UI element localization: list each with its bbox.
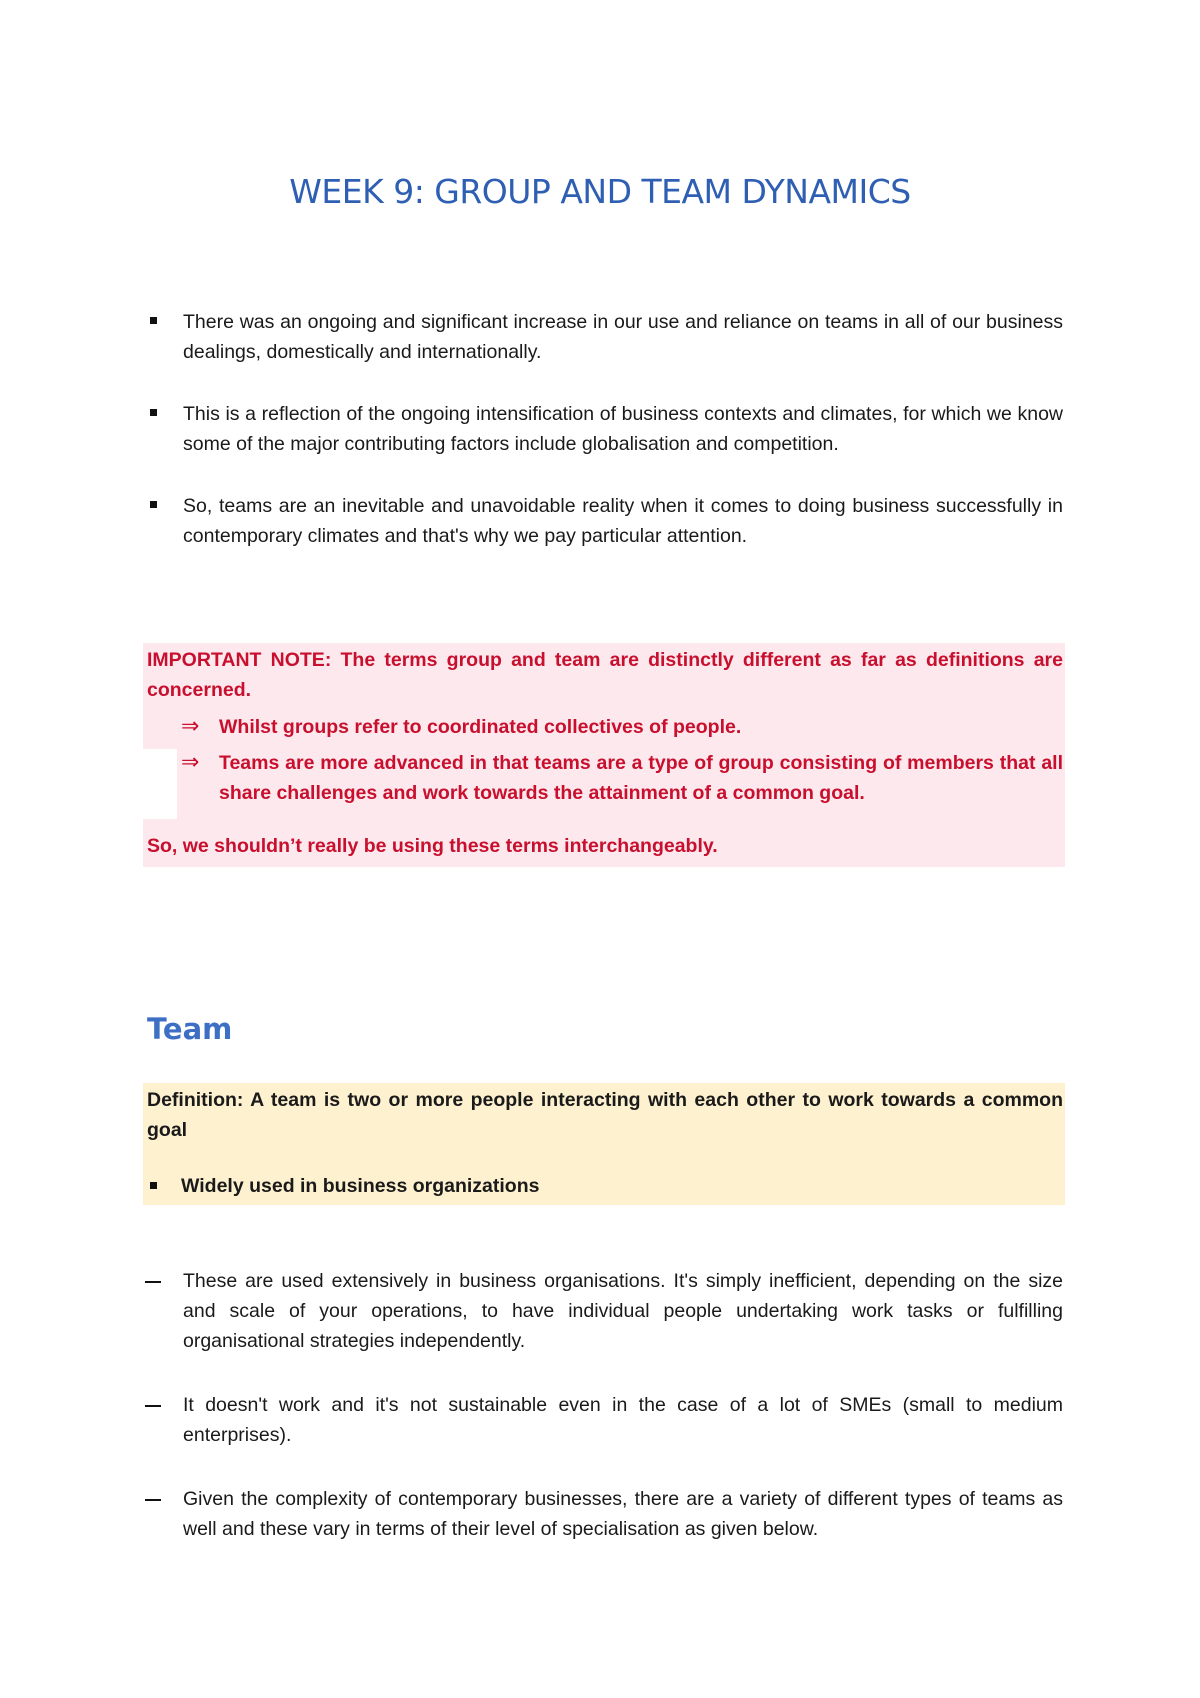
double-arrow-right-icon: ⇒ (181, 750, 200, 775)
list-item (147, 1171, 1063, 1201)
dash-bullet-icon (145, 1281, 161, 1283)
list-item (145, 1390, 1063, 1450)
list-item-text: These are used extensively in business organisations. It's simply inefficient, depending on the size and scale of your operations, to have individual people undertaking work tasks or fulfilling organisational strategies independently. (183, 1270, 1063, 1352)
list-item (145, 491, 1063, 551)
square-bullet-icon (150, 409, 157, 416)
square-bullet-icon (150, 1182, 157, 1189)
important-note-closing: So, we shouldn’t really be using these terms interchangeably. (147, 835, 718, 857)
list-item-text: This is a reflection of the ongoing intensification of business contexts and climates, for which we know some of the major contributing factors include globalisation and competition. (183, 403, 1063, 455)
list-item-text: Whilst groups refer to coordinated collectives of people. (219, 716, 742, 738)
list-item-text: Given the complexity of contemporary businesses, there are a variety of different types of teams as well and these vary in terms of their level of specialisation as given below. (183, 1488, 1063, 1540)
dash-bullet-icon (145, 1405, 161, 1407)
page-title: WEEK 9: GROUP AND TEAM DYNAMICS (289, 172, 911, 212)
intro-bullet-list (145, 307, 1063, 583)
list-item (145, 399, 1063, 459)
important-note-text: The terms group and team are distinctly different as far as definitions are concerned. (147, 649, 1063, 701)
important-note (147, 645, 1063, 861)
list-item-text: There was an ongoing and significant increase in our use and reliance on teams in all of our business dealings, domestically and internationally. (183, 311, 1063, 363)
double-arrow-right-icon: ⇒ (181, 714, 200, 739)
square-bullet-icon (150, 501, 157, 508)
list-item (147, 748, 1063, 808)
list-item (145, 1484, 1063, 1544)
list-item (145, 1266, 1063, 1356)
definition-block (147, 1085, 1063, 1201)
team-points-list (145, 1266, 1063, 1578)
list-item-text: Widely used in business organizations (181, 1175, 540, 1197)
square-bullet-icon (150, 317, 157, 324)
list-item-text: So, teams are an inevitable and unavoidable reality when it comes to doing business successfully in contemporary climates and that's why we pay particular attention. (183, 495, 1063, 547)
important-note-label: IMPORTANT NOTE: (147, 649, 332, 671)
dash-bullet-icon (145, 1499, 161, 1501)
important-note-intro (147, 645, 1063, 705)
definition-text: Definition: A team is two or more people interacting with each other to work towards a common goal (147, 1089, 1063, 1141)
list-item (147, 712, 1063, 742)
list-item-text: Teams are more advanced in that teams are a type of group consisting of members that all share challenges and work towards the attainment of a common goal. (219, 752, 1063, 804)
list-item (145, 307, 1063, 367)
list-item-text: It doesn't work and it's not sustainable even in the case of a lot of SMEs (small to medium enterprises). (183, 1394, 1063, 1446)
important-note-points (147, 712, 1063, 808)
section-heading: Team (147, 1012, 233, 1047)
